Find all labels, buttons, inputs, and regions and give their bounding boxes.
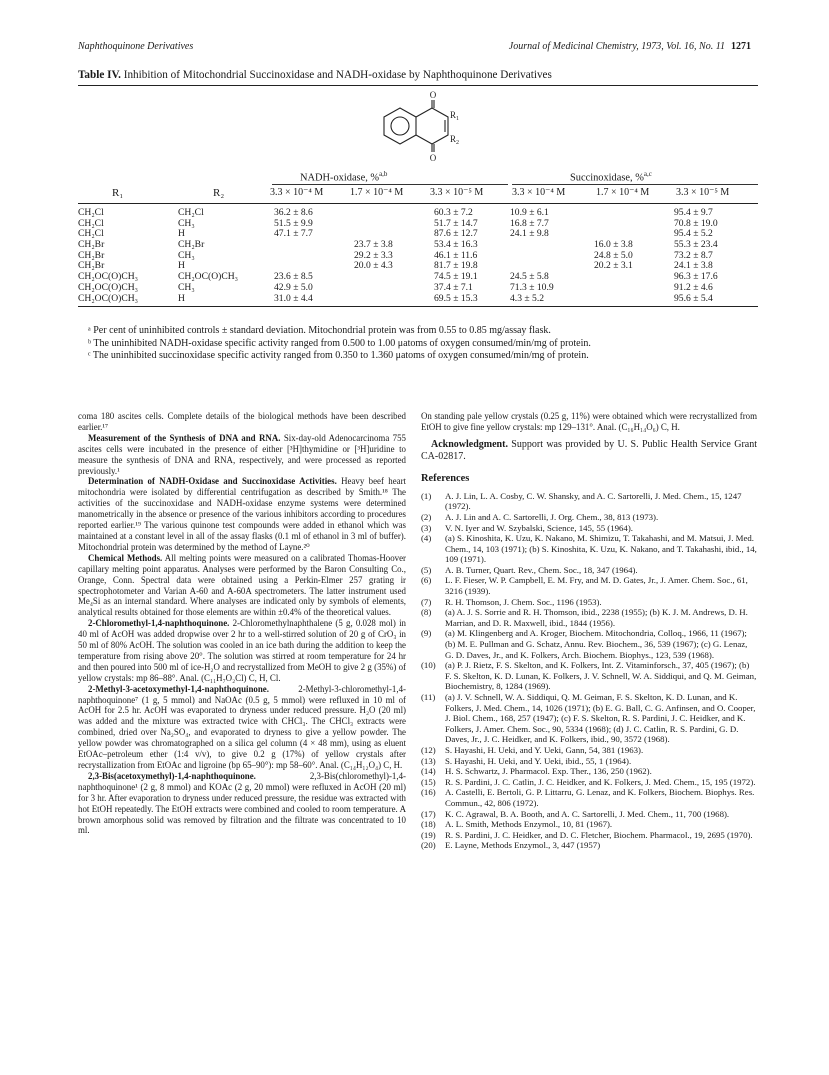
paragraph-text: Heavy beef heart mitochondria were isolated by differential centrifugation as described by Smith.¹⁸ The activities of the succinoxidase and NADH-oxidase enzyme systems were determined manometrically in the absence or presence of the various inhibitors according to procedures reported earlier.¹⁹ The various quinone test compounds were added in ethanol which was maintained at a constant level in all of the assay flasks (0.1 ml of ethanol in 3 ml of buffer). Mitochondrial protein was determined by the method of Layne.²⁰ — [78, 476, 407, 552]
succ-conc-2-header: 1.7 × 10⁻⁴ M — [596, 187, 650, 198]
table-row — [78, 294, 758, 305]
reference-text: A. Castelli, E. Bertoli, G. P. Littarru, G. Lenaz, and K. Folkers, Biochem. Biophys. Res. Commun., 42, 806 (1972). — [445, 787, 755, 808]
inhibition-value-cell: 53.4 ± 16.3 — [434, 239, 478, 251]
inhibition-value-cell: 10.9 ± 6.1 — [510, 207, 549, 218]
inhibition-value-cell: 69.5 ± 15.3 — [434, 292, 478, 304]
inhibition-value-cell: 36.2 ± 8.6 — [274, 207, 313, 218]
reference-text: (a) A. J. S. Sorrie and R. H. Thomson, ibid., 2238 (1955); (b) K. J. M. Andrews, D. H. Marrian, and D. R. Maxwell, ibid., 1844 (1956). — [445, 607, 748, 628]
substituent-cell: CH₃ — [178, 249, 195, 261]
reference-text: H. S. Schwartz, J. Pharmacol. Exp. Ther., 136, 250 (1962). — [445, 766, 652, 777]
nadh-conc-2-header: 1.7 × 10⁻⁴ M — [350, 187, 404, 198]
inhibition-value-cell: 31.0 ± 4.4 — [274, 292, 313, 304]
r1-substituent-label: $R_1$ — [450, 110, 460, 122]
reference-text: K. C. Agrawal, B. A. Booth, and A. C. Sartorelli, J. Med. Chem., 11, 700 (1968). — [445, 808, 730, 819]
substituent-cell: CH₂Br — [178, 239, 205, 251]
inhibition-value-cell: 20.0 ± 4.3 — [354, 260, 393, 272]
reference-text: (a) S. Kinoshita, K. Uzu, K. Nakano, M. Shimizu, T. Takahashi, and M. Matsui, J. Med. Chem., 14, 103 (1971); (b) S. Kinoshita, K. Uzu, K. Nakano, and T. Takahashi, ibid., 14, 109 (1971). — [445, 533, 757, 565]
table-body — [78, 208, 758, 304]
reference-number: (16) — [421, 787, 436, 798]
reference-text: L. F. Fieser, W. P. Campbell, E. M. Fry, and M. D. Gates, Jr., J. Amer. Chem. Soc., 61, 3216 (1939). — [445, 575, 748, 597]
quinone-ring — [416, 108, 448, 144]
paragraph-text: 2-Chloromethylnaphthalene (5 g, 0.028 mol) in 40 ml of AcOH was added dropwise over 2 hr to a well-stirred solution of 20 g of CrO₃ in 50 ml of 80% AcOH. The solution was cooled in an ice bath during the addition to keep the temperature from rising above 20°. The solution was stirred at room temperature for 24 hr and then poured into 500 ml of ice-H₂O and recrystallized from MeOH to give 2 g (35%) of yellow crystals: mp 86–88°. Anal. (C₁₁H₇O₂Cl) C, H, Cl. — [78, 618, 406, 683]
paragraph-text: All melting points were measured on a calibrated Thomas-Hoover capillary melting point apparatus. Analyses were performed by the Baron Consulting Co., Orange, Conn. Spectral data were obtained using a Perkin-Elmer 257 grating ir spectrophotometer and Varian A-60 and A-60A spectrometers. The latter instrument used Me₄Si as an internal standard. Where analyses are indicated only by symbols of elements, analytical results obtained for those elements are within ±0.4% of the theoretical values. — [78, 552, 406, 618]
inhibition-value-cell: 55.3 ± 23.4 — [674, 239, 718, 251]
reference-number: (13) — [421, 755, 436, 766]
reference-number: (14) — [421, 766, 436, 777]
reference-number: (11) — [421, 692, 436, 702]
reference-number: (9) — [421, 628, 432, 639]
paragraph-text: Six-day-old Adenocarcinoma 755 ascites cells were incubated in the presence of either [³H]thymidine or [³H]uridine to measure the synthesis of DNA and RNA, respectively, and were processed as reported previously.¹ — [78, 432, 406, 476]
reference-number: (4) — [421, 533, 432, 544]
reference-number: (2) — [421, 511, 432, 522]
reference-item — [421, 745, 757, 756]
reference-item — [421, 597, 757, 608]
reference-item — [421, 819, 757, 830]
reference-number: (10) — [421, 660, 436, 671]
reference-text: E. Layne, Methods Enzymol., 3, 447 (1957) — [445, 840, 601, 851]
nadh-conc-3-header: 3.3 × 10⁻⁵ M — [430, 187, 484, 198]
inhibition-value-cell: 37.4 ± 7.1 — [434, 281, 473, 293]
paragraph-heading: 2-Chloromethyl-1,4-naphthoquinone. — [88, 618, 230, 629]
inhibition-value-cell: 87.6 ± 12.7 — [434, 228, 478, 240]
journal-citation — [509, 41, 751, 52]
inhibition-value-cell: 96.3 ± 17.6 — [674, 271, 718, 283]
reference-item — [421, 830, 757, 841]
reference-text: (a) P. J. Rietz, F. S. Skelton, and K. Folkers, Int. Z. Vitaminforsch., 37, 405 (1967); (b) F. S. Skelton, K. D. Lunan, K. Folkers, J. V. Schnell, W. A. Siddiqui, and Q. M. Geiman, Biochemistry, 8, 1284 (1969). — [445, 660, 757, 692]
substituent-cell: CH₃ — [178, 281, 195, 293]
paragraph-heading: Chemical Methods. — [88, 552, 163, 563]
reference-text: (a) M. Klingenberg and A. Kroger, Biochem. Mitochondria, Colloq., 1966, 11 (1967); (b) M. E. Pullman and G. Schatz, Annu. Rev. Biochem., 36, 539 (1967); (c) G. Lenaz, G. D. Daves, Jr., and K. Folkers, Arch. Biochem. Biophys., 123, 539 (1968). — [445, 628, 748, 660]
inhibition-value-cell: 60.3 ± 7.2 — [434, 207, 473, 218]
reference-number: (18) — [421, 819, 436, 830]
reference-item — [421, 692, 757, 745]
reference-text: S. Hayashi, H. Ueki, and Y. Ueki, Gann, 54, 381 (1963). — [445, 744, 644, 755]
inhibition-value-cell: 73.2 ± 8.7 — [674, 249, 713, 261]
inhibition-value-cell: 24.5 ± 5.8 — [510, 271, 549, 283]
reference-number: (19) — [421, 829, 436, 840]
inhibition-value-cell: 20.2 ± 3.1 — [594, 260, 633, 272]
nadh-group-header: NADH-oxidase, %$^{a,b}$ — [300, 170, 388, 184]
substituent-cell: CH₂OC(O)CH₃ — [78, 271, 138, 283]
substituent-cell: CH₂Cl — [78, 217, 104, 229]
reference-text: S. Hayashi, H. Ueki, and Y. Ueki, ibid., 55, 1 (1964). — [445, 755, 632, 766]
acknowledgment: Acknowledgment. Support was provided by U. S. Public Health Service Grant CA-02817. — [421, 438, 757, 463]
inhibition-value-cell: 24.1 ± 9.8 — [510, 228, 549, 240]
references-heading: References — [421, 472, 470, 484]
substituent-cell: CH₃ — [178, 217, 195, 229]
inhibition-value-cell: 71.3 ± 10.9 — [510, 281, 554, 293]
nadh-group-rule — [272, 184, 508, 185]
body-paragraph — [78, 684, 406, 771]
succinoxidase-group-rule — [512, 184, 758, 185]
body-paragraph — [78, 476, 406, 552]
reference-text: A. J. Lin and A. C. Sartorelli, J. Org. Chem., 38, 813 (1973). — [445, 511, 659, 522]
aromatic-circle — [391, 117, 409, 135]
reference-number: (12) — [421, 744, 436, 755]
r2-column-header: R₂ — [213, 187, 225, 199]
table-caption — [78, 69, 758, 81]
inhibition-value-cell: 70.8 ± 19.0 — [674, 217, 718, 229]
table-top-rule — [78, 85, 758, 86]
substituent-cell: CH₂Cl — [78, 228, 104, 240]
footnote-c: ᶜ The uninhibited succinoxidase specific activity ranged from 0.350 to 1.360 μatoms of oxygen consumed/min/mg of protein. — [88, 350, 589, 361]
inhibition-value-cell: 51.7 ± 14.7 — [434, 217, 478, 229]
substituent-cell: CH₂Cl — [78, 207, 104, 218]
reference-item — [421, 766, 757, 777]
inhibition-value-cell: 24.1 ± 3.8 — [674, 260, 713, 272]
reference-text: (a) J. V. Schnell, W. A. Siddiqui, Q. M. Geiman, F. S. Skelton, K. D. Lunan, and K. Folkers, J. Med. Chem., 14, 1026 (1971); (b) E. G. Ball, C. G. Anfinsen, and O. Cooper, J. Biol. Chem., 168, 257 (1947); (c) F. S. Skelton, R. S. Pardini, J. C. Heidker, and K. Folkers, J. Amer. Chem. Soc., 90, 5334 (1968); (d) J. C. Catlin, R. S. Pardini, G. D. Daves, Jr., J. C. Heidker, and K. Folkers, ibid., 90, 3572 (1968). — [445, 692, 756, 745]
substituent-cell: H — [178, 260, 185, 272]
body-paragraph — [78, 411, 406, 433]
reference-item — [421, 523, 757, 534]
reference-item — [421, 660, 757, 692]
reference-number: (20) — [421, 840, 436, 851]
table-footnotes — [78, 325, 760, 363]
inhibition-value-cell: 4.3 ± 5.2 — [510, 292, 545, 304]
reference-item — [421, 756, 757, 767]
body-paragraph — [78, 553, 406, 618]
left-text-column — [78, 411, 406, 836]
reference-item — [421, 809, 757, 820]
body-paragraph — [78, 771, 406, 836]
synthesis-continuation: On standing pale yellow crystals (0.25 g, 11%) were obtained which were recrystallized from EtOH to give fine yellow crystals: mp 129–131°. Anal. (C₁₆H₁₄O₆) C, H. — [421, 411, 757, 432]
running-title: Naphthoquinone Derivatives — [78, 41, 194, 52]
right-text-column — [421, 411, 757, 851]
table-header-rule — [78, 203, 758, 204]
reference-number: (17) — [421, 808, 436, 819]
inhibition-value-cell: 46.1 ± 11.6 — [434, 249, 478, 261]
succ-conc-3-header: 3.3 × 10⁻⁵ M — [676, 187, 730, 198]
inhibition-value-cell: 16.0 ± 3.8 — [594, 239, 633, 251]
inhibition-value-cell: 29.2 ± 3.3 — [354, 249, 393, 261]
reference-number: (1) — [421, 490, 432, 501]
inhibition-value-cell: 81.7 ± 19.8 — [434, 260, 478, 272]
reference-number: (3) — [421, 522, 432, 533]
reference-text: V. N. Iyer and W. Szybalski, Science, 145, 55 (1964). — [445, 522, 633, 533]
reference-item — [421, 491, 757, 512]
reference-item — [421, 512, 757, 523]
paragraph-text: 2-Methyl-3-chloromethyl-1,4-naphthoquinone⁷ (1 g, 5 mmol) and NaOAc (0.5 g, 5 mmol) were refluxed in 10 ml of AcOH for 2.5 hr. AcOH was evaporated to dryness under reduced pressure. H₂O (20 ml) was added and the mixture was extracted twice with CHCl₃. The CHCl₃ extracts were combined, dried over Na₂SO₄, and evaporated to dryness to give a yellow powder. The yellow powder was chromatographed on a silica gel column (4 × 48 mm), using as eluent EtOAc–petroleum ether (1:4 v/v), to give 0.2 g (17%) of yellow crystals after recrystallization from EtOAc and ligroine (bp 65–90°): mp 58–60°. Anal. (C₁₄H₁₂O₄) C, H. — [78, 683, 406, 770]
inhibition-value-cell: 23.6 ± 8.5 — [274, 271, 313, 283]
substituent-cell: CH₂Br — [78, 239, 105, 251]
reference-item — [421, 533, 757, 565]
reference-number: (8) — [421, 607, 432, 618]
reference-text: A. B. Turner, Quart. Rev., Chem. Soc., 18, 347 (1964). — [445, 564, 638, 575]
naphthoquinone-structure — [360, 90, 470, 180]
journal-name: Journal of Medicinal Chemistry, 1973, Vol. 16, No. 11 — [508, 41, 725, 52]
paragraph-text: 2,3-Bis(chloromethyl)-1,4-naphthoquinone¹ (2 g, 8 mmol) and KOAc (2 g, 20 mmol) were refluxed in AcOH (20 ml) for 3 hr. After evaporation to dryness under reduced pressure, the residue was extracted with hot EtOH repeatedly. The EtOH extracts were combined and cooled to room temperature. A brown amorphous solid was removed by filtration and the filtrate was concentrated to 10 ml. — [78, 770, 406, 836]
reference-number: (7) — [421, 596, 432, 607]
reference-number: (6) — [421, 575, 432, 586]
substituent-cell: H — [178, 228, 185, 240]
inhibition-value-cell: 24.8 ± 5.0 — [594, 249, 633, 261]
reference-number: (5) — [421, 564, 432, 575]
substituent-cell: CH₂Br — [78, 249, 105, 261]
reference-item — [421, 565, 757, 576]
substituent-cell: CH₂OC(O)CH₃ — [78, 292, 138, 304]
table-label: Table IV. — [78, 69, 121, 81]
references-list — [421, 491, 757, 851]
reference-item — [421, 607, 757, 628]
inhibition-value-cell: 51.5 ± 9.9 — [274, 217, 313, 229]
top-oxygen-label: O — [429, 90, 437, 100]
paragraph-heading: 2-Methyl-3-acetoxymethyl-1,4-naphthoquinone. — [88, 683, 269, 694]
table-row — [78, 283, 758, 294]
reference-text: R. S. Pardini, J. C. Catlin, J. C. Heidker, and K. Folkers, J. Med. Chem., 15, 195 (1972). — [445, 776, 756, 787]
footnote-a: ᵃ Per cent of uninhibited controls ± standard deviation. Mitochondrial protein was from 0.55 to 0.85 mg/assay flask. — [88, 325, 551, 336]
paragraph-heading: Measurement of the Synthesis of DNA and RNA. — [88, 432, 281, 443]
running-head — [78, 41, 751, 55]
reference-text: R. H. Thomson, J. Chem. Soc., 1196 (1953). — [445, 596, 602, 607]
inhibition-value-cell: 95.4 ± 5.2 — [674, 228, 713, 240]
body-paragraph — [78, 618, 406, 683]
reference-text: A. L. Smith, Methods Enzymol., 10, 81 (1967). — [445, 819, 613, 830]
reference-item — [421, 787, 757, 808]
reference-item — [421, 575, 757, 596]
nadh-conc-1-header: 3.3 × 10⁻⁴ M — [270, 187, 324, 198]
reference-item — [421, 777, 757, 788]
inhibition-value-cell: 74.5 ± 19.1 — [434, 271, 478, 283]
paragraph-heading: 2,3-Bis(acetoxymethyl)-1,4-naphthoquinone. — [88, 770, 256, 781]
reference-item — [421, 840, 757, 851]
body-paragraph — [78, 433, 406, 477]
succinoxidase-group-header: Succinoxidase, %$^{a,c}$ — [570, 170, 652, 184]
inhibition-value-cell: 95.6 ± 5.4 — [674, 292, 713, 304]
inhibition-value-cell: 16.8 ± 7.7 — [510, 217, 549, 229]
substituent-cell: CH₂OC(O)CH₃ — [78, 281, 138, 293]
substituent-cell: CH₂Cl — [178, 207, 204, 218]
benzene-ring — [384, 108, 416, 144]
inhibition-value-cell: 42.9 ± 5.0 — [274, 281, 313, 293]
inhibition-value-cell: 91.2 ± 4.6 — [674, 281, 713, 293]
r2-substituent-label: $R_2$ — [450, 134, 460, 146]
reference-text: R. S. Pardini, J. C. Heidker, and D. C. Fletcher, Biochem. Pharmacol., 19, 2695 (1970). — [445, 829, 753, 840]
substituent-cell: H — [178, 292, 185, 304]
inhibition-value-cell: 23.7 ± 3.8 — [354, 239, 393, 251]
footnote-b: ᵇ The uninhibited NADH-oxidase specific activity ranged from 0.500 to 1.00 μatoms of oxygen consumed/min/mg of protein. — [88, 337, 591, 349]
paragraph-heading: Determination of NADH-Oxidase and Succinoxidase Activities. — [88, 476, 337, 487]
table-title: Inhibition of Mitochondrial Succinoxidase and NADH-oxidase by Naphthoquinone Derivatives — [123, 69, 552, 81]
reference-number: (15) — [421, 776, 436, 787]
reference-text: A. J. Lin, L. A. Cosby, C. W. Shansky, and A. C. Sartorelli, J. Med. Chem., 15, 1247 (1972). — [445, 490, 742, 512]
substituent-cell: CH₂OC(O)CH₃ — [178, 271, 238, 283]
page-number: 1271 — [731, 41, 751, 52]
substituent-cell: CH₂Br — [78, 260, 105, 272]
r1-column-header: R₁ — [112, 187, 124, 199]
table-bottom-rule — [78, 306, 758, 307]
inhibition-value-cell: 95.4 ± 9.7 — [674, 207, 713, 218]
reference-item — [421, 628, 757, 660]
inhibition-value-cell: 47.1 ± 7.7 — [274, 228, 313, 240]
paragraph-text: coma 180 ascites cells. Complete details of the biological methods have been described earlier.¹⁷ — [78, 411, 406, 432]
succ-conc-1-header: 3.3 × 10⁻⁴ M — [512, 187, 566, 198]
bottom-oxygen-label: O — [429, 153, 437, 163]
